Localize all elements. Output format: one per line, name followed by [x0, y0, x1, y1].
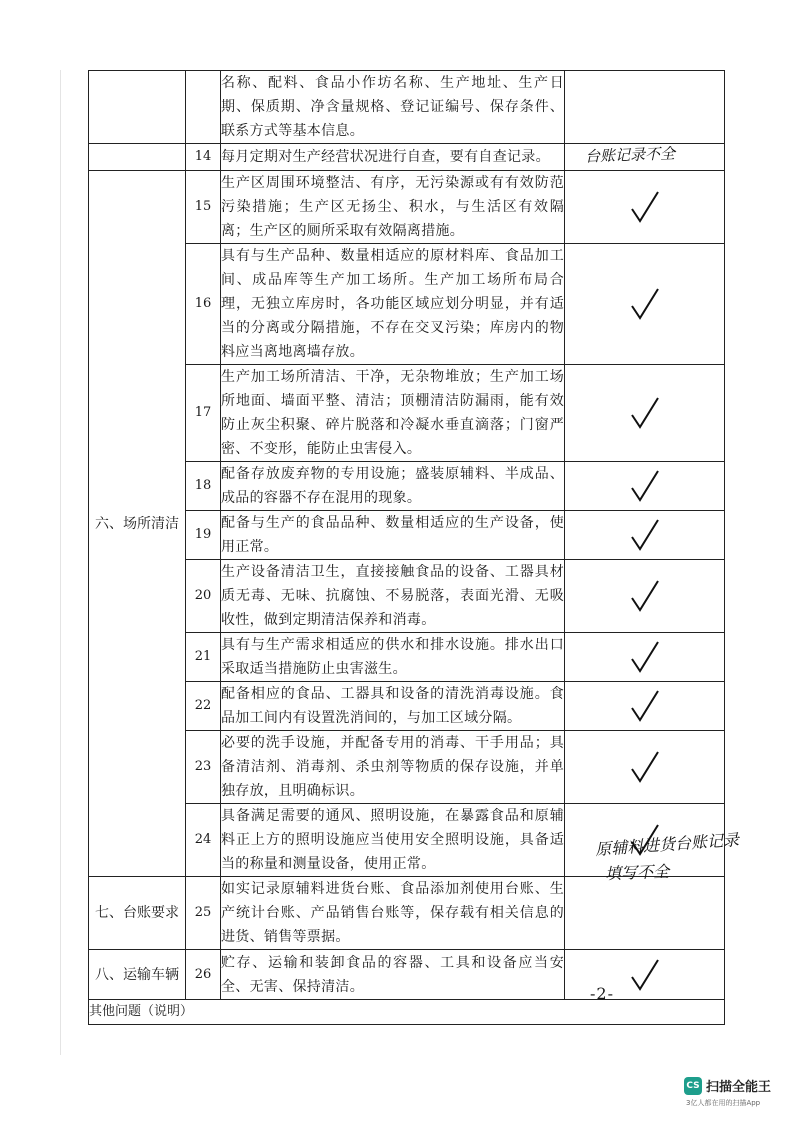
item-text: 配备存放废弃物的专用设施；盛装原辅料、半成品、成品的容器不存在混用的现象。 [221, 462, 565, 511]
handwritten-note-row25-line2: 填写不全 [604, 861, 670, 884]
result-cell [565, 171, 725, 244]
item-text: 具备满足需要的通风、照明设施，在暴露食品和原辅料正上方的照明设施应当使用安全照明设施，具备适当的称量和测量设备，使用正常。 [221, 804, 565, 877]
item-number: 21 [186, 633, 221, 682]
item-number: 22 [186, 682, 221, 731]
notes-label: 其他问题（说明） [89, 1000, 725, 1025]
item-number: 26 [186, 950, 221, 1000]
check-mark-icon [630, 689, 660, 723]
item-number: 17 [186, 365, 221, 462]
result-cell [565, 560, 725, 633]
result-cell [565, 877, 725, 950]
scanner-watermark [684, 1076, 771, 1095]
category-label: 七、台账要求 [89, 877, 186, 950]
check-mark-icon [630, 396, 660, 430]
item-number: 15 [186, 171, 221, 244]
item-number [186, 71, 221, 144]
item-text: 如实记录原辅料进货台账、食品添加剂使用台账、生产统计台账、产品销售台账等，保存载有相关信息的进货、销售等票据。 [221, 877, 565, 950]
watermark-slogan: 3亿人都在用的扫描App [686, 1099, 761, 1107]
item-text: 生产设备清洁卫生，直接接触食品的设备、工器具材质无毒、无味、抗腐蚀、不易脱落，表面光滑、无吸收性，做到定期清洁保养和消毒。 [221, 560, 565, 633]
page-edge-line [60, 70, 61, 1055]
result-cell [565, 511, 725, 560]
category-label: 八、运输车辆 [89, 950, 186, 1000]
item-text: 具有与生产需求相适应的供水和排水设施。排水出口采取适当措施防止虫害滋生。 [221, 633, 565, 682]
check-mark-icon [630, 287, 660, 321]
item-text: 生产区周围环境整洁、有序，无污染源或有有效防范污染措施；生产区无扬尘、积水，与生活区有效隔离；生产区的厕所采取有效隔离措施。 [221, 171, 565, 244]
result-cell [565, 244, 725, 365]
item-number: 20 [186, 560, 221, 633]
table-row [89, 950, 725, 1000]
table-row [89, 171, 725, 244]
check-mark-icon [630, 640, 660, 674]
item-text: 每月定期对生产经营状况进行自查，要有自查记录。 [221, 144, 565, 171]
item-text: 贮存、运输和装卸食品的容器、工具和设备应当安全、无害、保持清洁。 [221, 950, 565, 1000]
item-number: 16 [186, 244, 221, 365]
item-number: 19 [186, 511, 221, 560]
result-cell [565, 682, 725, 731]
result-cell [565, 633, 725, 682]
item-text: 具有与生产品种、数量相适应的原材料库、食品加工间、成品库等生产加工场所。生产加工场所布局合理，无独立库房时，各功能区域应划分明显，并有适当的分离或分隔措施，不存在交叉污染；库房内的物料应当离地离墙存放。 [221, 244, 565, 365]
item-text: 名称、配料、食品小作坊名称、生产地址、生产日期、保质期、净含量规格、登记证编号、保存条件、联系方式等基本信息。 [221, 71, 565, 144]
result-cell [565, 71, 725, 144]
table-row [89, 877, 725, 950]
check-mark-icon [630, 958, 660, 992]
item-text: 配备与生产的食品品种、数量相适应的生产设备，使用正常。 [221, 511, 565, 560]
item-number: 25 [186, 877, 221, 950]
check-mark-icon [630, 190, 660, 224]
notes-row [89, 1000, 725, 1025]
check-mark-icon [630, 469, 660, 503]
result-cell [565, 365, 725, 462]
page-number: -2- [590, 984, 614, 1003]
category-cell-empty [89, 71, 186, 144]
category-label: 六、场所清洁 [89, 171, 186, 877]
item-text: 配备相应的食品、工器具和设备的清洗消毒设施。食品加工间内有设置洗消间的，与加工区域分隔。 [221, 682, 565, 731]
item-number: 24 [186, 804, 221, 877]
check-mark-icon [630, 518, 660, 552]
result-cell [565, 731, 725, 804]
item-text: 必要的洗手设施，并配备专用的消毒、干手用品；具备清洁剂、消毒剂、杀虫剂等物质的保存设施，并单独存放，且明确标识。 [221, 731, 565, 804]
check-mark-icon [630, 750, 660, 784]
watermark-app-name: 扫描全能王 [706, 1080, 772, 1095]
table-row [89, 71, 725, 144]
item-number: 23 [186, 731, 221, 804]
result-cell [565, 950, 725, 1000]
item-number: 18 [186, 462, 221, 511]
handwritten-note-row25-line1: 原辅料进货台账记录 [594, 829, 740, 859]
item-text: 生产加工场所清洁、干净，无杂物堆放；生产加工场所地面、墙面平整、清洁；顶棚清洁防漏雨，能有效防止灰尘积聚、碎片脱落和冷凝水垂直滴落；门窗严密、不变形，能防止虫害侵入。 [221, 365, 565, 462]
check-mark-icon [630, 579, 660, 613]
item-number: 14 [186, 144, 221, 171]
result-cell [565, 462, 725, 511]
camscanner-logo-icon: CS [684, 1077, 702, 1095]
category-cell-empty [89, 144, 186, 171]
handwritten-note-row14: 台账记录不全 [584, 144, 676, 166]
